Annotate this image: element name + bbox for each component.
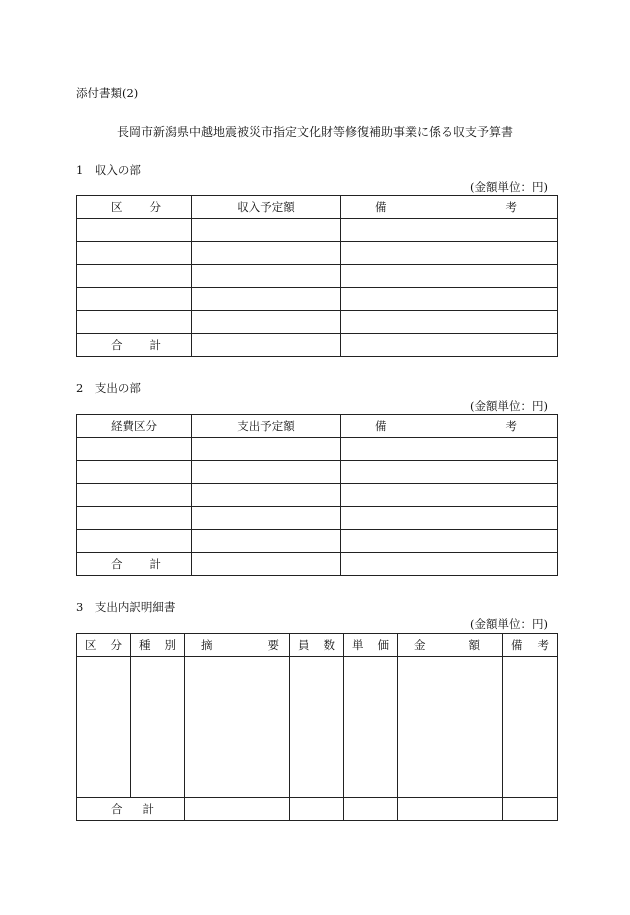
table-cell[interactable] (341, 461, 558, 484)
table-cell[interactable] (344, 657, 398, 798)
table-cell[interactable] (344, 798, 398, 821)
income-heading: 1 収入の部 (76, 163, 141, 177)
table-cell[interactable] (192, 438, 341, 461)
expense-heading: 2 支出の部 (76, 381, 141, 395)
attachment-label: 添付書類(2) (76, 86, 139, 100)
table-row (77, 242, 558, 265)
breakdown-total-row (77, 798, 558, 821)
table-row (77, 507, 558, 530)
table-row (77, 461, 558, 484)
table-row (77, 438, 558, 461)
table-cell[interactable] (290, 798, 344, 821)
income-col-category: 区 分 (77, 196, 192, 219)
table-cell[interactable] (503, 657, 558, 798)
table-row (77, 530, 558, 553)
table-cell[interactable] (192, 530, 341, 553)
table-cell[interactable] (398, 657, 503, 798)
breakdown-col-summary: 摘 要 (185, 634, 290, 657)
expense-header-row (77, 415, 558, 438)
expense-table (76, 414, 558, 576)
table-cell[interactable] (341, 530, 558, 553)
table-cell[interactable] (131, 657, 185, 798)
expense-total-remarks[interactable] (341, 553, 558, 576)
table-cell[interactable] (503, 798, 558, 821)
table-cell[interactable] (77, 507, 192, 530)
table-cell[interactable] (341, 265, 558, 288)
table-row (77, 265, 558, 288)
breakdown-col-unit-price: 単 価 (344, 634, 398, 657)
breakdown-table (76, 633, 558, 821)
expense-total-amount[interactable] (192, 553, 341, 576)
breakdown-col-type: 種 別 (131, 634, 185, 657)
income-total-remarks[interactable] (341, 334, 558, 357)
table-cell[interactable] (192, 288, 341, 311)
breakdown-col-amount: 金 額 (398, 634, 503, 657)
income-col-remarks: 備 考 (341, 196, 558, 219)
income-total-label: 合 計 (77, 334, 192, 357)
income-total-row (77, 334, 558, 357)
income-header-row (77, 196, 558, 219)
breakdown-header-row (77, 634, 558, 657)
expense-col-remarks: 備 考 (341, 415, 558, 438)
table-cell[interactable] (192, 311, 341, 334)
table-cell[interactable] (77, 657, 131, 798)
table-cell[interactable] (77, 288, 192, 311)
table-cell[interactable] (341, 484, 558, 507)
table-cell[interactable] (192, 242, 341, 265)
table-cell[interactable] (77, 461, 192, 484)
table-cell[interactable] (192, 507, 341, 530)
table-cell[interactable] (77, 242, 192, 265)
table-row (77, 311, 558, 334)
income-col-amount: 収入予定額 (192, 196, 341, 219)
table-cell[interactable] (192, 219, 341, 242)
table-cell[interactable] (77, 219, 192, 242)
table-cell[interactable] (341, 288, 558, 311)
income-unit-note: (金額単位：円) (470, 180, 548, 194)
document-title: 長岡市新潟県中越地震被災市指定文化財等修復補助事業に係る収支予算書 (116, 125, 513, 139)
expense-total-label: 合 計 (77, 553, 192, 576)
table-cell[interactable] (290, 657, 344, 798)
expense-unit-note: (金額単位：円) (470, 399, 548, 413)
breakdown-total-label: 合 計 (77, 798, 185, 821)
table-cell[interactable] (341, 507, 558, 530)
breakdown-col-remarks: 備 考 (503, 634, 558, 657)
breakdown-heading: 3 支出内訳明細書 (76, 600, 176, 614)
table-cell[interactable] (77, 265, 192, 288)
income-table (76, 195, 558, 357)
table-cell[interactable] (341, 438, 558, 461)
expense-col-amount: 支出予定額 (192, 415, 341, 438)
table-cell[interactable] (77, 530, 192, 553)
table-cell[interactable] (192, 461, 341, 484)
expense-col-category: 経費区分 (77, 415, 192, 438)
table-row (77, 657, 558, 798)
table-cell[interactable] (185, 798, 290, 821)
table-cell[interactable] (341, 242, 558, 265)
income-total-amount[interactable] (192, 334, 341, 357)
table-row (77, 484, 558, 507)
breakdown-col-count: 員 数 (290, 634, 344, 657)
table-cell[interactable] (77, 311, 192, 334)
table-cell[interactable] (192, 265, 341, 288)
table-cell[interactable] (185, 657, 290, 798)
breakdown-unit-note: (金額単位：円) (470, 617, 548, 631)
table-cell[interactable] (77, 438, 192, 461)
expense-total-row (77, 553, 558, 576)
table-cell[interactable] (192, 484, 341, 507)
table-cell[interactable] (341, 311, 558, 334)
table-cell[interactable] (341, 219, 558, 242)
breakdown-col-category: 区 分 (77, 634, 131, 657)
table-cell[interactable] (398, 798, 503, 821)
table-row (77, 288, 558, 311)
table-cell[interactable] (77, 484, 192, 507)
table-row (77, 219, 558, 242)
